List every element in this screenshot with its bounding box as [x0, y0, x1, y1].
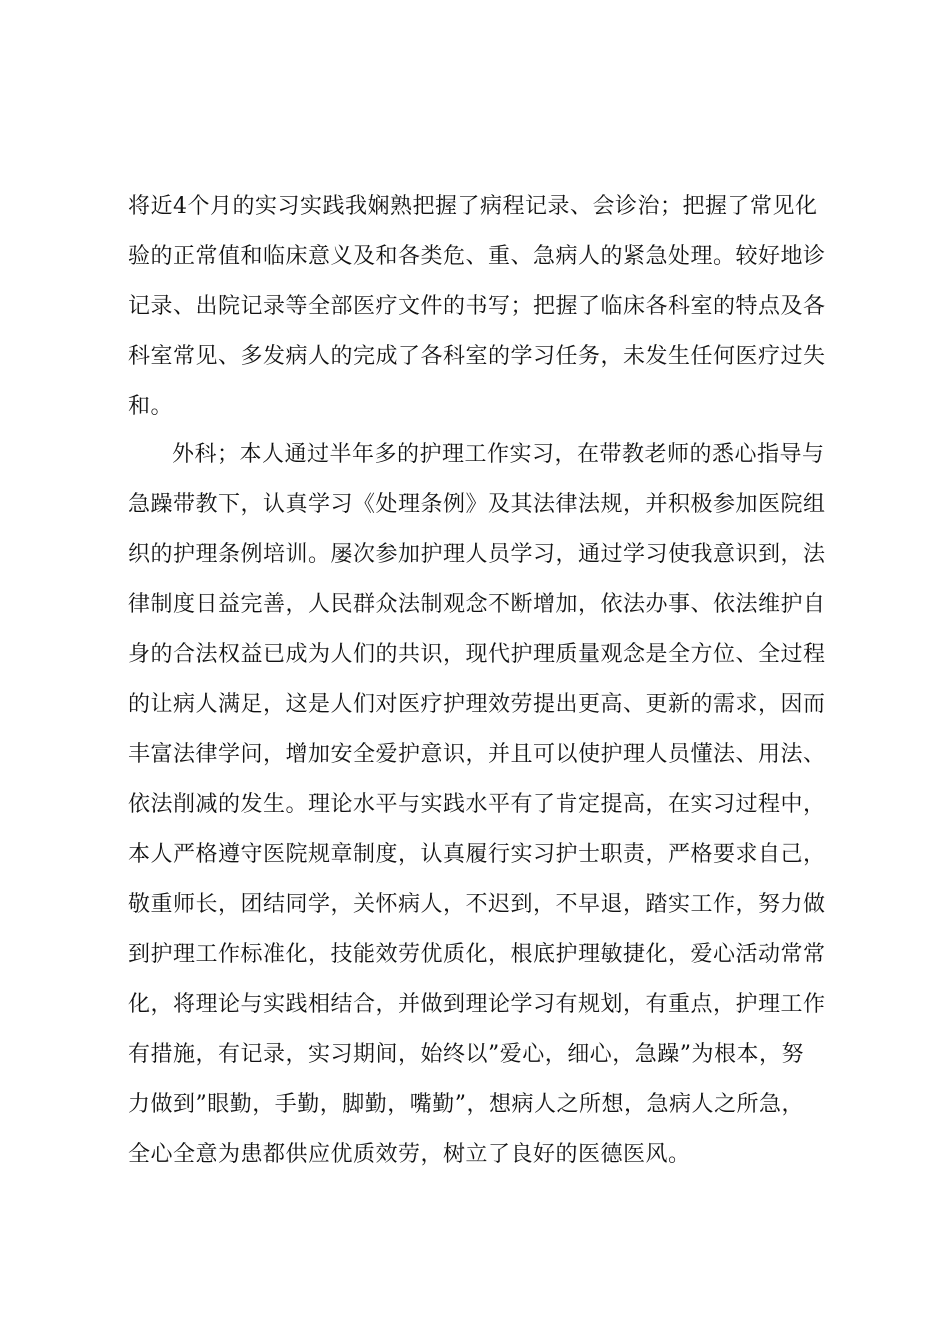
- paragraph-line: 到护理工作标准化，技能效劳优质化，根底护理敏捷化，爱心活动常常: [128, 942, 826, 967]
- paragraph-line: 律制度日益完善，人民群众法制观念不断增加，依法办事、依法维护自: [128, 592, 826, 617]
- paragraph-line: 有措施，有记录，实习期间，始终以”爱心，细心，急躁”为根本，努: [128, 1042, 804, 1067]
- paragraph-line: 外科；本人通过半年多的护理工作实习，在带教老师的悉心指导与: [172, 442, 825, 467]
- paragraph-internship-summary: [128, 182, 828, 432]
- paragraph-line: 记录、出院记录等全部医疗文件的书写；把握了临床各科室的特点及各: [128, 294, 826, 319]
- paragraph-line: 依法削减的发生。理论水平与实践水平有了肯定提高，在实习过程中，: [128, 792, 826, 817]
- paragraph-line: 本人严格遵守医院规章制度，认真履行实习护士职责，严格要求自己，: [128, 842, 826, 867]
- paragraph-line: 全心全意为患都供应优质效劳，树立了良好的医德医风。: [128, 1142, 691, 1167]
- paragraph-line: 和。: [128, 394, 174, 419]
- paragraph-line: 将近4个月的实习实践我娴熟把握了病程记录、会诊治；把握了常见化: [128, 194, 818, 219]
- paragraph-line: 科室常见、多发病人的完成了各科室的学习任务，未发生任何医疗过失: [128, 344, 826, 369]
- paragraph-line: 力做到”眼勤，手勤，脚勤，嘴勤”，想病人之所想，急病人之所急，: [128, 1092, 804, 1117]
- paragraph-line: 敬重师长，团结同学，关怀病人，不迟到，不早退，踏实工作，努力做: [128, 892, 826, 917]
- paragraph-line: 化，将理论与实践相结合，并做到理论学习有规划，有重点，护理工作: [128, 992, 826, 1017]
- paragraph-line: 急躁带教下，认真学习《处理条例》及其法律法规，并积极参加医院组: [128, 492, 826, 517]
- paragraph-surgery-nursing: [128, 430, 828, 1180]
- paragraph-line: 验的正常值和临床意义及和各类危、重、急病人的紧急处理。较好地诊: [128, 244, 826, 269]
- paragraph-line: 丰富法律学问，增加安全爱护意识，并且可以使护理人员懂法、用法、: [128, 742, 826, 767]
- paragraph-line: 的让病人满足，这是人们对医疗护理效劳提出更高、更新的需求，因而: [128, 692, 826, 717]
- paragraph-line: 织的护理条例培训。屡次参加护理人员学习，通过学习使我意识到，法: [128, 542, 826, 567]
- paragraph-line: 身的合法权益已成为人们的共识，现代护理质量观念是全方位、全过程: [128, 642, 826, 667]
